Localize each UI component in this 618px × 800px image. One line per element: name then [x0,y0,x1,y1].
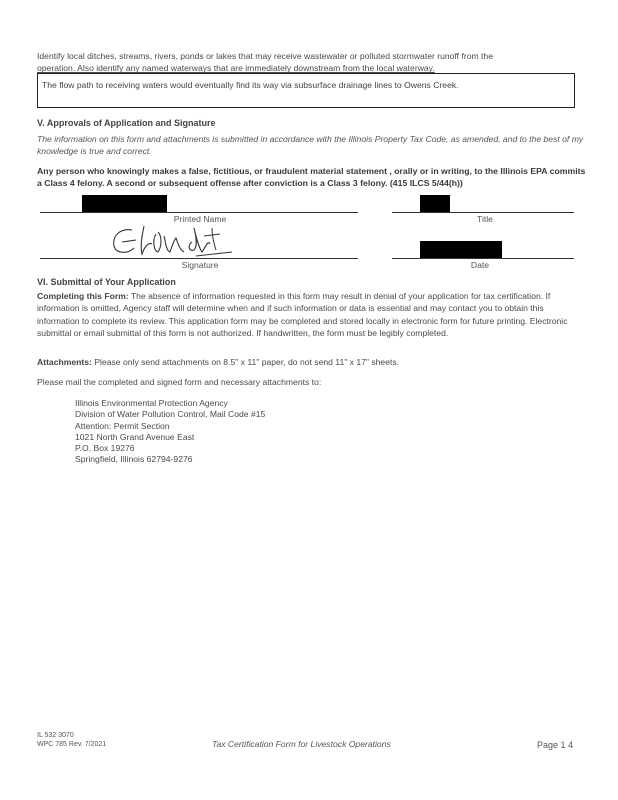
certification-statement: The information on this form and attachments is submitted in accordance with the Illinois Property Tax Code, as amended, and to the best of my knowledge is true and correct. [37,134,584,157]
title-label: Title [477,214,493,224]
printed-name-line [40,212,358,213]
redacted-printed-name [82,195,167,212]
printed-name-label: Printed Name [173,214,227,224]
waterway-answer-field[interactable] [37,73,575,108]
redacted-title [420,195,450,212]
page-number: Page 1 4 [537,740,574,750]
address-line: 1021 North Grand Avenue East [75,431,195,442]
redacted-date [420,241,502,258]
footer-codes [37,731,106,749]
mail-instruction: Please mail the completed and signed form and necessary attachments to: [37,377,322,387]
handwritten-signature [100,222,240,262]
address-line: Division of Water Pollution Control, Mail Code #15 [75,409,266,420]
completing-form-label: Completing this Form: [37,291,129,301]
attachments-text: Please only send attachments on 8.5" x 11" paper, do not send 11" x 17" sheets. [91,357,400,367]
address-line: P.O. Box 19276 [75,443,135,454]
signature-label: Signature [181,260,219,270]
address-line: Springfield, Illinois 62794-9276 [75,454,193,465]
section-6-heading: VI. Submittal of Your Application [37,277,176,287]
address-line: Illinois Environmental Protection Agency [75,398,228,408]
waterway-answer-text: The flow path to receiving waters would eventually find its way via subsurface drainage lines to Owens Creek. [42,80,459,90]
intro-line-1: Identify local ditches, streams, rivers, ponds or lakes that may receive wastewater or polluted stormwater runoff from the [37,51,493,61]
date-line [392,258,574,259]
section-5-heading: V. Approvals of Application and Signature [37,118,216,128]
intro-line-2: operation. Also identify any named waterways that are immediately downstream from the local waterway. [37,63,435,74]
intro-paragraph [37,50,582,75]
title-line [392,212,574,213]
footer-code-1: IL 532 3070 [37,732,74,739]
signature-line [40,258,358,259]
footer-code-2: WPC 785 Rev. 7/2021 [37,741,107,748]
felony-warning: Any person who knowingly makes a false, fictitious, or fraudulent material statement , orally or in writing, to the Illinois EPA commits a Class 4 felony. A second or subsequent offense after conviction is a Class 3 felony. (415 ILCS 5/44(h)) [37,166,586,189]
mailing-address [75,398,265,466]
attachments-label: Attachments: [37,357,92,367]
completing-form-paragraph [37,290,585,340]
completing-form-text: The absence of information requested in this form may result in denial of your application for tax certification. If information is omitted, Agency staff will determine when and if such information or data is essential and may contact you to obtain this information to complete its review. This application form may be completed and stored locally in electronic form for future printing. Electronic submittal or email submittal of this form is not authorized. If handwritten, the form must be legibly completed. [37,291,568,339]
date-label: Date [470,260,490,270]
footer-title: Tax Certification Form for Livestock Operations [212,739,391,749]
attachments-paragraph [37,356,585,368]
address-line: Attention: Permit Section [75,420,170,431]
